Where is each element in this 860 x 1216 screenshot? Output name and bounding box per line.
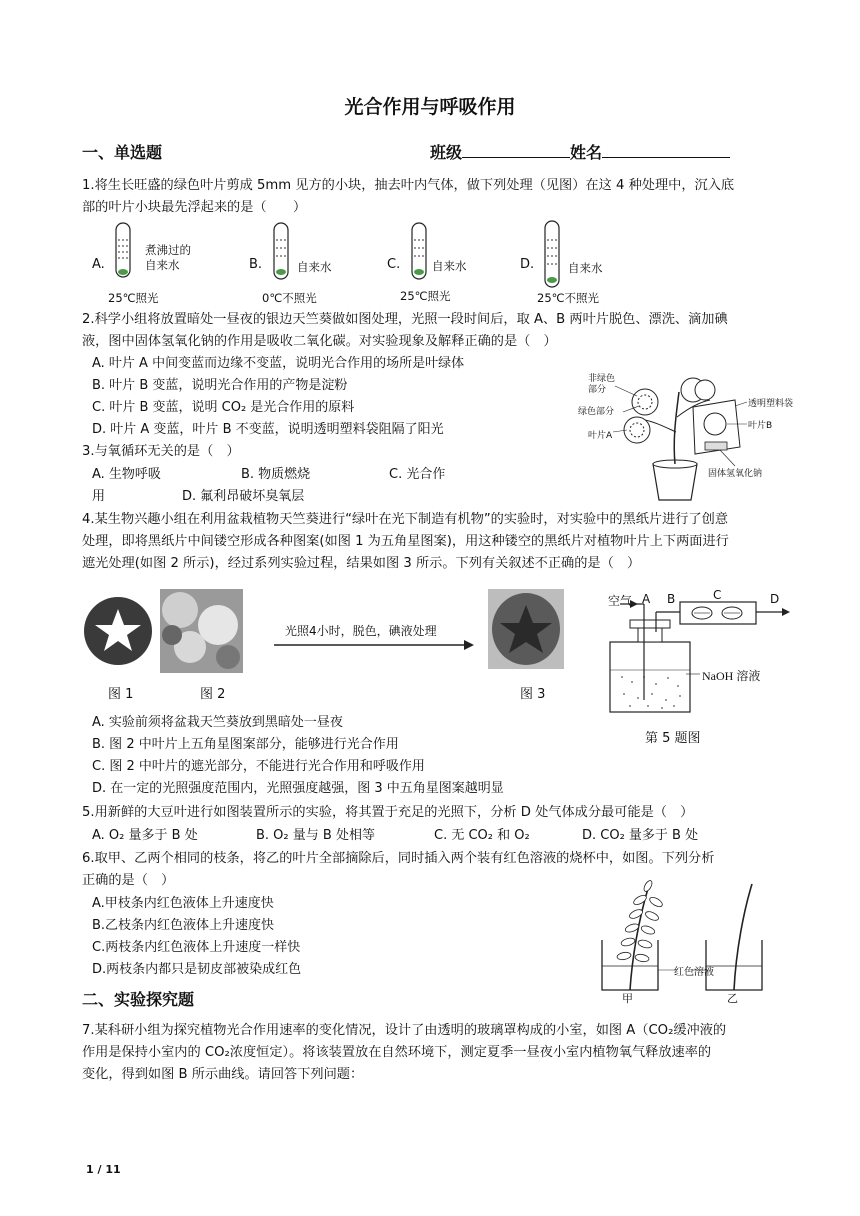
tube-c-letter: C. [387, 257, 401, 272]
q4-option-b[interactable]: B. 图 2 中叶片上五角星图案部分，能够进行光合作用 [92, 737, 399, 752]
tube-a [116, 223, 130, 277]
question-4-options [92, 712, 504, 800]
q3-option-c-cont: 用 [92, 489, 106, 504]
figure-1-star-paper [84, 597, 152, 665]
q2-option-b[interactable]: B. 叶片 B 变蓝，说明光合作用的产物是淀粉 [92, 378, 348, 393]
tube-c [412, 223, 426, 279]
figure-1-caption: 图 1 [108, 687, 134, 702]
class-name-fields [430, 140, 730, 163]
tube-a-condition: 25℃照光 [108, 291, 159, 305]
tube-b-label: 自来水 [297, 260, 332, 274]
q3-option-c[interactable]: C. 光合作 [389, 467, 446, 482]
branch-jia-label: 甲 [622, 992, 633, 1005]
section-heading-2: 二、实验探究题 [82, 990, 195, 1009]
q6-option-d[interactable]: D.两枝条内都只是韧皮部被染成红色 [92, 962, 302, 977]
question-4-line-1: 4.某生物兴趣小组在利用盆栽植物天竺葵进行“绿叶在光下制造有机物”的实验时，对实验中的黑纸片进行了创意 [82, 512, 729, 527]
figure-3-result-photo [488, 589, 564, 669]
q4-option-d[interactable]: D. 在一定的光照强度范围内，光照强度越强，图 3 中五角星图案越明显 [92, 781, 504, 796]
question-4 [82, 509, 782, 575]
tube-a-label-2: 自来水 [145, 258, 180, 272]
label-naoh-solid: 固体氢氧化钠 [708, 469, 763, 479]
tube-d [545, 221, 559, 287]
fig5-label-b: B [667, 592, 676, 606]
q5-option-d[interactable]: D. CO₂ 量多于 B 处 [582, 828, 699, 843]
tube-d-condition: 25℃不照光 [537, 291, 600, 305]
tube-a-label [145, 243, 191, 273]
question-2-line-2: 液，图中固体氢氧化钠的作用是吸收二氧化碳。对实验现象及解释正确的是（ ） [82, 334, 557, 349]
question-1-line-1: 1.将生长旺盛的绿色叶片剪成 5mm 见方的小块，抽去叶内气体，做下列处理（见图）在这 4 种处理中，沉入底 [82, 178, 735, 193]
tube-d-letter: D. [520, 257, 535, 272]
red-solution-label: 红色溶液 [674, 967, 714, 978]
q3-option-d[interactable]: D. 氟利昂破坏臭氧层 [182, 489, 305, 504]
fig5-naoh-label: NaOH 溶液 [702, 669, 761, 683]
arrow-label: 光照4小时，脱色，碘液处理 [285, 624, 437, 638]
figure-3-caption: 图 3 [520, 687, 546, 702]
tube-a-label-1: 煮沸过的 [145, 243, 191, 257]
q6-option-c[interactable]: C.两枝条内红色液体上升速度一样快 [92, 940, 301, 955]
q3-option-b[interactable]: B. 物质燃烧 [241, 467, 311, 482]
label-non-green-2: 部分 [588, 385, 607, 395]
label-non-green [588, 374, 615, 396]
question-6-line-1: 6.取甲、乙两个相同的枝条，将乙的叶片全部摘除后，同时插入两个装有红色溶液的烧杯中，如图。下列分析 [82, 851, 715, 866]
q5-option-a[interactable]: A. O₂ 量多于 B 处 [92, 828, 198, 843]
question-2-line-1: 2.科学小组将放置暗处一昼夜的银边天竺葵做如图处理，光照一段时间后，取 A、B 两叶片脱色、漂洗、滴加碘 [82, 312, 728, 327]
question-6-line-2: 正确的是（ ） [82, 873, 175, 888]
question-2 [82, 309, 782, 353]
figure-2-caption: 图 2 [200, 687, 226, 702]
tube-c-condition: 25℃照光 [400, 289, 451, 303]
question-7 [82, 1020, 782, 1086]
label-green-part: 绿色部分 [578, 407, 615, 417]
label-non-green-1: 非绿色 [588, 374, 616, 384]
question-6-options [92, 893, 301, 981]
tube-c-label: 自来水 [432, 259, 467, 273]
label-plastic-bag: 透明塑料袋 [748, 399, 794, 409]
q4-option-c[interactable]: C. 图 2 中叶片的遮光部分，不能进行光合作用和呼吸作用 [92, 759, 425, 774]
section-heading-1: 一、单选题 [82, 143, 163, 162]
question-5: 5.用新鲜的大豆叶进行如图装置所示的实验，将其置于充足的光照下，分析 D 处气体成分最可能是（ ） [82, 805, 694, 820]
fig5-caption: 第 5 题图 [645, 731, 701, 746]
class-label: 班级 [430, 143, 463, 162]
q5-option-b[interactable]: B. O₂ 量与 B 处相等 [256, 828, 375, 843]
branches-beaker-figure [596, 880, 776, 1006]
q5-option-c[interactable]: C. 无 CO₂ 和 O₂ [434, 828, 530, 843]
question-4-line-3: 遮光处理(如图 2 所示)，经过系列实验过程，结果如图 3 所示。下列有关叙述不正确的是（ ） [82, 556, 641, 571]
fig5-label-a: A [642, 592, 651, 606]
q2-option-c[interactable]: C. 叶片 B 变蓝，说明 CO₂ 是光合作用的原料 [92, 400, 355, 415]
question-1-line-2: 部的叶片小块最先浮起来的是（ ） [82, 200, 307, 215]
figure-2-plant-photo [160, 589, 243, 673]
q2-option-d[interactable]: D. 叶片 A 变蓝，叶片 B 不变蓝，说明透明塑料袋阻隔了阳光 [92, 422, 444, 437]
question-7-line-2: 作用是保持小室内的 CO₂浓度恒定）。将该装置放在自然环境下，测定夏季一昼夜小室内植物氧气释放速率的 [82, 1045, 712, 1060]
fig5-label-c: C [713, 588, 722, 602]
q3-option-a[interactable]: A. 生物呼吸 [92, 467, 161, 482]
question-7-line-3: 变化，得到如图 B 所示曲线。请回答下列问题： [82, 1067, 364, 1082]
label-leaf-a: 叶片A [588, 431, 613, 441]
page-title: 光合作用与呼吸作用 [344, 96, 516, 118]
question-1 [82, 175, 782, 219]
class-blank[interactable] [462, 143, 570, 158]
fig5-air-label: 空气 [608, 594, 633, 608]
q6-option-b[interactable]: B.乙枝条内红色液体上升速度快 [92, 918, 275, 933]
tube-b [274, 223, 288, 279]
name-blank[interactable] [602, 143, 730, 158]
q2-option-a[interactable]: A. 叶片 A 中间变蓝而边缘不变蓝，说明光合作用的场所是叶绿体 [92, 356, 465, 371]
label-leaf-b: 叶片B [748, 421, 773, 431]
question-3: 3.与氧循环无关的是（ ） [82, 444, 240, 459]
name-label: 姓名 [570, 143, 603, 162]
question-7-line-1: 7.某科研小组为探究植物光合作用速率的变化情况，设计了由透明的玻璃罩构成的小室，如图 A（CO₂缓冲液的 [82, 1023, 727, 1038]
tube-a-letter: A. [92, 257, 105, 272]
q4-option-a[interactable]: A. 实验前须将盆栽天竺葵放到黑暗处一昼夜 [92, 715, 343, 730]
branch-yi-label: 乙 [727, 992, 738, 1005]
question-2-options [92, 353, 464, 441]
q6-option-a[interactable]: A.甲枝条内红色液体上升速度快 [92, 896, 274, 911]
tube-b-condition: 0℃不照光 [262, 291, 317, 305]
tube-b-letter: B. [249, 257, 263, 272]
question-4-line-2: 处理，即将黑纸片中间镂空形成各种图案(如图 1 为五角星图案)，用这种镂空的黑纸片对植物叶片上下两面进行 [82, 534, 729, 549]
tube-d-label: 自来水 [568, 261, 603, 275]
fig5-label-d: D [770, 592, 780, 606]
page-number: 1 / 11 [86, 1163, 121, 1176]
